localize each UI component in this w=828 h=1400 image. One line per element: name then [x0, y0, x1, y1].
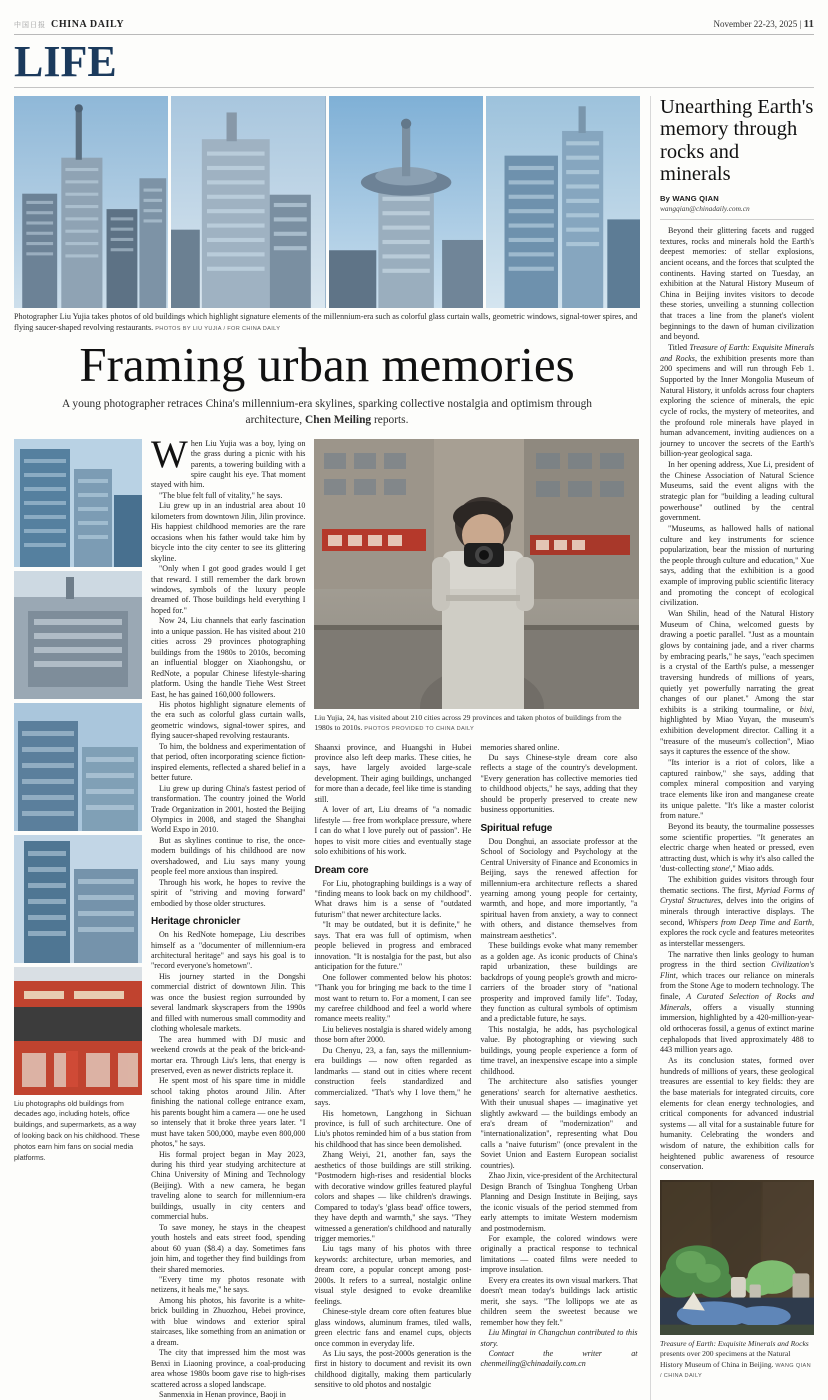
article-column-2 [314, 743, 471, 1391]
hero-photo-4 [486, 96, 640, 308]
article-column-1 [151, 432, 306, 1400]
drop-cap: W [151, 432, 188, 476]
paragraph-c2-8: His hometown, Langzhong in Sichuan province, is full of such architecture. One of Liu's photos reminded him of a bus station from his childhood that has since been demolished. [314, 1108, 472, 1149]
sidebar-body [660, 226, 814, 1173]
main-article-photo [314, 439, 639, 709]
sidebar-p2-b: , the exhibition presents more than 200 specimens and will run through Feb 1. Supported by the Inner Mongolia Museum of Natural History, it unfolds across four chapters exploring the science of minerals, the epic cycle of rocks, the mystery of meteorites, and the profound role minerals have played in human advancement, inviting audiences on a journey to uncover the secrets of the Earth's billion-year geological saga. [660, 353, 814, 459]
brand-name: CHINA DAILY [51, 19, 125, 30]
sidebar-paragraph-10: As its conclusion states, formed over hundreds of millions of years, these geological treasures are essential to key fields: they are the base materials for integrated circuits, core elements for clean energy technologies, and critical components for advanced industrial systems — all vital for a sustainable future for humanity. Celebrating the wonders and wisdom of nature, the exhibition calls for heightened public awareness of resource conservation. [660, 1055, 814, 1172]
paragraph-c3-7: Zhao Jixin, vice-president of the Architectural Design Branch of Tsinghua Tongheng Urban Planning and Design Institute in Beijing, says the iconic visuals of the period stemmed from early attempts to imitate Western modernism and postmodernism. [480, 1171, 638, 1233]
building-thumb-3 [14, 703, 142, 831]
photographer-street-scene [314, 439, 639, 709]
paragraph-c3-2: Du says Chinese-style dream core also reflects a stage of the country's development. "Every generation has collective memories tied to childhood objects," he says, adding that they should be properly preserved to create new business opportunities. [480, 753, 638, 815]
dust-collecting-stone-term: stone [711, 864, 729, 874]
paragraph-c2-10: Liu tags many of his photos with three keywords: architecture, urban memories, and dream core, a popular concept among post-2000s. It refers to a surreal, nostalgic online visual style designed to evoke dreamlike feelings. [314, 1244, 472, 1306]
sidebar-photo [660, 1180, 814, 1335]
masthead-rule [14, 34, 814, 35]
sidebar-paragraph-5 [660, 609, 814, 758]
building-illustration-3 [329, 96, 483, 308]
paragraph-c1-8: Liu grew up during China's fastest period of transformation. The country joined the World Trade Organization in 2001, hosted the Beijing Olympics in 2008, and staged the Shanghai World Expo in 2010. [151, 783, 306, 835]
paragraph-c1-15: His formal project began in May 2023, during his third year studying architecture at China University of Mining and Technology (Beijing). With a new camera, he began traveling alone to search for millennium-era buildings, usually in city centers and commercial hubs. [151, 1149, 306, 1222]
paragraph-c1-12: His journey started in the Dongshi commercial district of downtown Jilin. This was once the busiest region surrounded by several landmark skyscrapers from the 1990s and filled with numerous small commodity and clothing wholesale markets. [151, 971, 306, 1034]
building-illustration-2 [171, 96, 325, 308]
building-thumb-4 [14, 835, 142, 963]
sidebar-p7-b: '," Miao adds. [728, 864, 774, 874]
paragraph-c1-1 [151, 432, 306, 491]
paragraph-c1-11: On his RedNote homepage, Liu describes himself as a "documenter of millennium-era architectural heritage" and says his goal is to "record everyone's hometown". [151, 930, 306, 971]
sidebar-caption-title: Treasure of Earth: Exquisite Minerals and Rocks [660, 1339, 809, 1348]
hero-caption [14, 308, 640, 334]
thumbnail-column [14, 439, 142, 1400]
paragraph-c1-19: The city that impressed him the most was Benxi in Liaoning province, a coal-producing area whose 1980s boom gave rise to high-rises scattered across a sloped landscape. [151, 1348, 306, 1389]
building-thumb-5 [14, 967, 142, 1095]
publication-date: November 22-23, 2025 [713, 19, 798, 29]
paragraph-c1-7: To him, the boldness and experimentation of that period, often incorporating science fiction-inspired elements, reflected a shared belief in a better future. [151, 741, 306, 783]
thumbnail-photo-5 [14, 967, 142, 1095]
paragraph-c1-5: Now 24, Liu channels that early fascination into a unique passion. He has visited about 210 cities across 29 provinces photographing buildings from the 1980s to 2010s, becoming an influential blogger on Xiaohongshu, or RedNote, a popular Chinese lifestyle-sharing platform. Using the handle Tiehe West Street East, he has gained 160,000 followers. [151, 616, 306, 699]
paragraph-c1-20: Sanmenxia in Henan province, Baoji in [159, 1390, 286, 1399]
columns-2-3-wrapper [314, 439, 640, 1400]
sidebar-paragraph-8 [660, 875, 814, 949]
sidebar-author-email[interactable]: wangqian@chinadaily.com.cn [660, 203, 750, 213]
paragraph-c1-1-text: hen Liu Yujia was a boy, lying on the grass during a picnic with his parents, a towering building with a spire caught his eye. That moment stayed with him. [151, 438, 306, 490]
paragraph-c2-6: Liu believes nostalgia is shared widely among those born after 2000. [314, 1024, 472, 1045]
deck-text-1: A young photographer retraces China's millennium-era skylines, sparking collective nostalgia and optimism through architecture, [61, 398, 593, 427]
thumbnail-caption: Liu photographs old buildings from decades ago, including hotels, office buildings, and supermarkets, as a way of looking back on his childhood. These photos earn him fans on social media platforms. [14, 1098, 140, 1162]
paragraph-c1-10: Through his work, he hopes to revive the spirit of "striving and moving forward" embodied by those older structures. [151, 877, 306, 908]
paragraph-c1-2: "The blue felt full of vitality," he says. [159, 490, 283, 500]
hero-photo-credit: PHOTOS BY LIU YUJIA / FOR CHINA DAILY [155, 325, 281, 332]
main-photo-caption-text: Liu Yujia, 24, has visited about 210 cities across 29 provinces and taken photos of buildings from the 1980s to 2010s. [314, 712, 622, 732]
thumbnail-photo-1 [14, 439, 142, 567]
sidebar-p9-m: , which traces our reliance on minerals from the Stone Age to modern technology. The finale, [660, 970, 814, 1002]
building-illustration-4 [486, 96, 640, 308]
sidebar-p2-a: Titled [668, 343, 690, 353]
sidebar-paragraph-4: "Museums, as hallowed halls of national culture and key instruments for science popularization, bear the mission of nurturing the people through culture and education," Xue says, adding that the exhibition is a good example of improving public scientific literacy and promoting the concept of ecological civilization. [660, 523, 814, 608]
page-grid [14, 96, 814, 1400]
subheading-heritage-chronicler: Heritage chronicler [151, 916, 241, 928]
sidebar-paragraph-7 [660, 822, 814, 875]
contact-note[interactable]: Contact the writer at chenmeiling@chinadaily.com.cn [480, 1348, 638, 1369]
building-illustration-1 [14, 96, 168, 308]
hero-caption-text: Photographer Liu Yujia takes photos of old buildings which highlight signature elements of the millennium-era such as colorful glass curtain walls, geometric windows, signal-tower spires, and flying saucer-shaped revolving restaurants. [14, 311, 638, 332]
sidebar-p5-a: Wan Shilin, head of the Natural History Museum of China, welcomed guests by drawing a poetic parallel. "Just as a mountain glows by containing jade, and a river charms by embracing pearls," he says, "each specimen is a crystal of the Earth's pulse, a messenger traversing hundreds of millions of years, quietly yet powerfully narrating the great changes of our planet." Among the star exhibits is a striking tourmaline, or [660, 609, 814, 714]
chinese-brand-characters: 中国日报 [14, 21, 46, 29]
contributor-note: Liu Mingtai in Changchun contributed to this story. [480, 1328, 638, 1348]
article-body [14, 432, 640, 1400]
dateline-separator: | [799, 19, 802, 29]
paragraph-c3-5: This nostalgia, he adds, has psychological value. By photographing or viewing such buildings, young people experience a form of time travel, an inexpensive escape into a simple childhood. [480, 1024, 638, 1076]
sidebar-p8-b: , explores the rock cycle and features meteorites as interstellar messengers. [660, 917, 814, 948]
paragraph-c2-11: Chinese-style dream core often features blue glass windows, aluminum frames, tiled walls, green electric fans and enamel cups, objects once common in everyday life. [314, 1307, 472, 1348]
main-story-zone [14, 96, 640, 1400]
paragraph-c1-13: The area hummed with DJ music and weekend crowds at the peak of the brick-and-mortar era. Through Liu's lens, that energy is preserved, even as newer districts replace it. [151, 1034, 306, 1075]
hero-photo-1 [14, 96, 168, 308]
sidebar-paragraph-6: "Its interior is a riot of colors, like a captured rainbow," she says, adding that complex mineral composition and varying trace elements like iron and manganese create its unique palette. "It's like a master colorist from nature." [660, 758, 814, 821]
sidebar-photo-caption [660, 1335, 814, 1381]
sidebar-photo-credit: WANG QIAN / CHINA DAILY [660, 1362, 811, 1380]
section-title-4: A Curated Selection of Rocks and Minerals [660, 992, 814, 1012]
sidebar-p7-a: Beyond its beauty, the tourmaline possesses some scientific properties. "It generates an electric charge when heated or pressed, even attracting dust, which is why it's also called the 'dust-collecting [660, 821, 814, 874]
tourmaline-term: bixi [799, 704, 812, 714]
paragraph-c2-4: "It may be outdated, but it is definite," he says. That era was full of optimism, when people believed in progress and embraced innovation. "It is nostalgia for the past, but also anticipation for the future." [314, 920, 472, 972]
paragraph-c1-4: "Only when I got good grades would I get that reward. I still remember the dark brown windows, symbols of the luxury people dreamed of. Those buildings held everything I hoped for." [151, 564, 306, 615]
paragraph-c2-5: One follower commented below his photos: "Thank you for bringing me back to the time I most want to return to. For a moment, I can see my carefree childhood and feel a world where romance meets reality." [314, 972, 472, 1024]
deck-author: Chen Meiling [304, 414, 372, 427]
subheading-dream-core: Dream core [314, 864, 369, 876]
paragraph-c1-16: To save money, he stays in the cheapest youth hostels and eats street food, spending about 60 yuan ($8.4) a day. Sometimes fans join him, and together they find buildings from their shared memories. [151, 1222, 306, 1274]
sidebar-paragraph-2 [660, 343, 814, 460]
sidebar-rule [660, 219, 814, 220]
paragraph-c3-6: The architecture also satisfies younger generations' search for alternative aesthetics. With their unusual shapes — imaginative yet slightly awkward — the buildings embody an era's dream of "modernization" and "internationalization", representing what Dou calls a "naive futurism" (once prevalent in the Soviet Union and Eastern European socialist countries). [480, 1077, 638, 1170]
paragraph-c2-2: A lover of art, Liu dreams of "a nomadic lifestyle — free from workplace pressure, where I can do what I love purely out of passion". He hopes to visit more cities and eventually stage solo exhibitions of his work. [314, 805, 472, 857]
exhibition-title-1: Treasure of Earth: Exquisite Minerals and Rocks [660, 343, 814, 363]
section-rule [14, 87, 814, 88]
article-deck [54, 396, 600, 428]
main-headline: Framing urban memories [79, 337, 575, 393]
sidebar-p5-b: , highlighted by Miao Yuyan, the museum's exhibition development director. Calling it a "treasure of the museum's collection", Miao says it captures the essence of the show. [660, 704, 814, 757]
masthead [14, 0, 814, 30]
paragraph-c1-6: His photos highlight signature elements of the era such as colorful glass curtain walls, geometric windows, signal-tower spires, and flying saucer-shaped revolving restaurants. [151, 700, 306, 741]
paragraph-c3-9: Every era creates its own visual markers. That doesn't mean today's buildings lack artistic merit, she says. "The lollipops we ate as children seem the sweetest because we remember how they felt." [480, 1275, 638, 1327]
hero-photo-strip [14, 96, 640, 308]
sidebar-p9-a: The narrative then links geology to human progress in the third section [660, 949, 814, 970]
sidebar-paragraph-9 [660, 950, 814, 1056]
sidebar-paragraph-3: In her opening address, Xue Li, president of the Chinese Association of Natural Science Museums, said the event aligns with the strategic plan for "building a leading cultural powerhouse" outlined by the central government. [660, 460, 814, 523]
sidebar-headline: Unearthing Earth's memory through rocks and minerals [660, 95, 814, 186]
hero-photo-3 [329, 96, 483, 308]
paragraph-c2-3: For Liu, photographing buildings is a way of "finding means to look back on my childhood". What draws him is a sense of "outdated futurism" that newer architecture lacks. [314, 878, 472, 919]
paragraph-c1-17: "Every time my photos resonate with netizens, it heals me," he says. [151, 1275, 306, 1295]
paragraph-c3-4: These buildings evoke what many remember as a golden age. As iconic products of China's rapid urbanization, these buildings are backdrops of young people's growth and micro-carriers of the broader story of "national prosperity and improved family life". Today, they function as cultural symbols of optimism and a predictable future, he says. [480, 941, 638, 1024]
paragraph-c2-12: As Liu says, the post-2000s generation is the first in history to document and revisit its own childhood digitally, making them particularly sensitive to old photos and nostalgic [314, 1348, 472, 1390]
sidebar-paragraph-1: Beyond their glittering facets and rugged textures, rocks and minerals hold the Earth's deepest memories: of stellar explosions, ancient oceans, and the forces that sculpted the continents. Having started on Tuesday, an exhibition at the Natural History Museum of China in Beijing invites visitors to decode these stories, unveiling a stunning collection that traces a line from the planet's violent beginnings to the dawn of human civilization and beyond. [660, 225, 814, 342]
paragraph-c1-9: But as skylines continue to rise, the once-modern buildings of his childhood are now overshadowed, and Liu says many young people feel more anxious than inspired. [151, 835, 306, 877]
paragraph-c2-7: Du Chenyu, 23, a fan, says the millennium-era buildings — now often regarded as landmarks — stand out in cities where recent construction feels standardized and commercialized. "That's why I love them," he says. [314, 1045, 472, 1108]
thumbnail-photo-4 [14, 835, 142, 963]
paragraph-c1-18: Among his photos, his favorite is a white-brick building in Zhuozhou, Hebei province, with blue windows and exterior spiral staircases, like something from an animation or a dream. [151, 1295, 306, 1347]
section-title: LIFE [14, 37, 117, 86]
paragraph-c2-9: Zhang Weiyi, 21, another fan, says the aesthetics of those buildings are still striking. "Postmodern high-rises and residential blocks with decorative window grilles featured playful colors and shapes — like children's drawings. Compared to today's 'glass bead' office towers, they have depth and warmth," she says. "They witnessed a generation's childhood and naturally trigger memories." [314, 1150, 472, 1243]
main-photo-credit: PHOTOS PROVIDED TO CHINA DAILY [364, 725, 475, 732]
thumbnail-photo-3 [14, 703, 142, 831]
page-number: 11 [803, 18, 814, 30]
sidebar-p8-m: , delves into the origins of minerals through interactive displays. The second, [660, 896, 814, 927]
mineral-exhibition-photo [660, 1180, 814, 1325]
building-thumb-1 [14, 439, 142, 567]
section-title-1: Myriad Forms of Crystal Structures [660, 885, 814, 906]
article-column-3 [480, 743, 637, 1391]
paragraph-c1-14: He spent most of his spare time in middle school taking photos around Jilin. After finishing the national college entrance exam, his parents bought him a camera — one he used so intensely that it broke three years later. "I must have taken 500,000, maybe even 800,000 photos," he says. [151, 1076, 306, 1149]
paragraph-c1-3: Liu grew up in an industrial area about 10 kilometers from downtown Jilin, Jilin province. His happiest childhood memories are the rare occasions when his father would take him by bicycle into the city center to see its glittering skyline. [151, 501, 306, 563]
sidebar-story-zone [650, 96, 814, 1400]
building-thumb-2 [14, 571, 142, 699]
deck-text-2: reports. [371, 414, 409, 427]
paragraph-c2-1: Shaanxi province, and Huangshi in Hubei province also left deep marks. These cities, he says, have largely avoided large-scale development. Their aging buildings, unchanged for more than a decade, feel like time is standing still. [314, 742, 472, 804]
paragraph-c3-8: For example, the colored windows were originally a practical response to technical limitations — coated films were needed to improve insulation. [480, 1233, 638, 1275]
section-title-2: Whispers from Deep Time and Earth [687, 917, 812, 927]
paragraph-c3-1: memories shared online. [480, 742, 560, 752]
sidebar-caption-text: presents over 200 specimens at the Natural History Museum of China in Beijing. [660, 1349, 791, 1369]
masthead-dateline [714, 18, 814, 30]
section-title-3: Civilization's Flint [660, 960, 814, 980]
hero-photo-2 [171, 96, 325, 308]
paragraph-c3-3: Dou Donghui, an associate professor at the School of Sociology and Psychology at the Central University of Finance and Economics in Beijing, says the renewed affection for millennium-era architecture reflects a shared yearning among young people for certainty, warmth, and hope, and more importantly, "a spiritual haven from anxiety, a way to connect with others, and distance themselves from mainstream aesthetics". [480, 836, 638, 940]
sidebar-p8-a: The exhibition guides visitors through four thematic sections. The first, [660, 875, 814, 895]
sidebar-byline: By WANG QIAN [660, 193, 719, 203]
sidebar-p9-b: , offers a visually stunning immersion, highlighted by a 420-million-year-old orthoceras fossil, a genus of extinct marine cephalopods that lived approximately 488 to 443 million years ago. [660, 1002, 814, 1055]
columns-2-3 [314, 743, 640, 1391]
subheading-spiritual-refuge: Spiritual refuge [480, 822, 553, 834]
thumbnail-photo-2 [14, 571, 142, 699]
main-photo-caption [314, 709, 640, 734]
masthead-brand [14, 19, 124, 30]
